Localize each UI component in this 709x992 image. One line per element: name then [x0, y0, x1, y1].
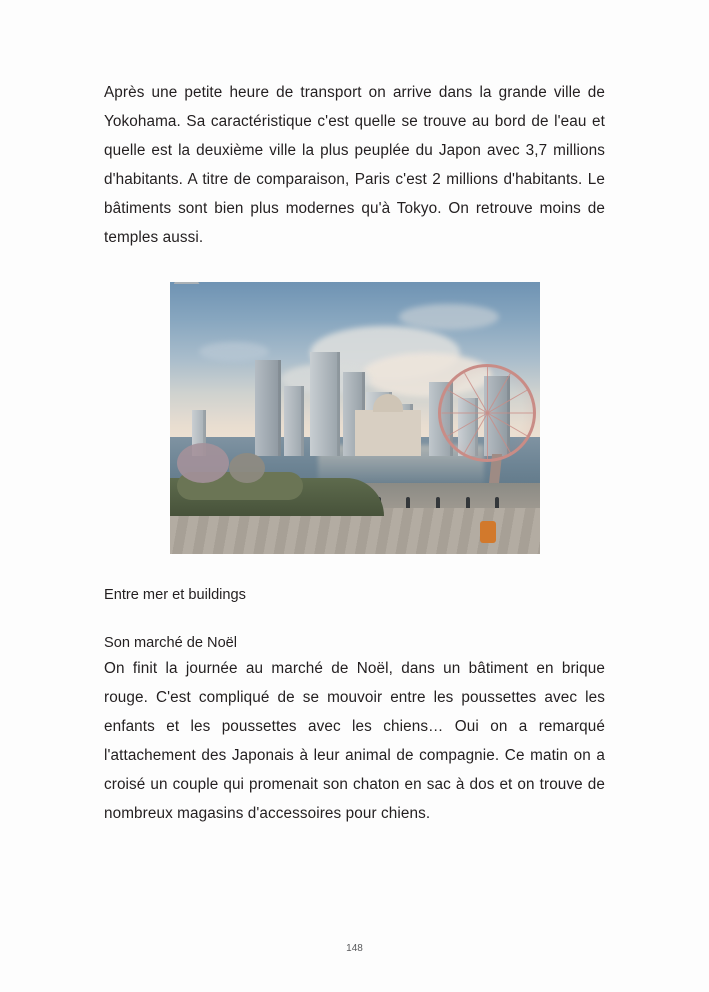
figure-caption-block — [104, 584, 605, 654]
photo-cloud — [399, 304, 499, 330]
paragraph-christmas-market: On finit la journée au marché de Noël, dans un bâtiment en brique rouge. C'est compliqué de se mouvoir entre les poussettes avec les enfants et les poussettes avec les chiens… Oui on a remarqué l'attachement des Japonais à leur animal de compagnie. Ce matin on a croisé un couple qui promenait son chaton en sac à dos et on trouve de nombreux magasins d'accessoires pour chiens. — [104, 660, 605, 822]
photo-ferris-wheel — [438, 364, 536, 462]
photo-tree — [177, 443, 229, 483]
photo-cloud — [199, 342, 269, 362]
photo-yokohama — [170, 282, 540, 554]
figure-caption: Entre mer et buildings — [104, 587, 246, 603]
photo-building — [310, 352, 340, 456]
photo-tree — [229, 453, 265, 483]
photo-life-buoy — [480, 521, 496, 543]
page-content — [104, 78, 605, 828]
section-subheading: Son marché de Noël — [104, 635, 238, 651]
paragraph-intro: Après une petite heure de transport on arrive dans la grande ville de Yokohama. Sa caractéristique c'est quelle se trouve au bord de l'eau et quelle est la deuxième ville la plus peuplée du Japon avec 3,7 millions d'habitants. A titre de comparaison, Paris c'est 2 millions d'habitants. Le bâtiments sont bien plus modernes qu'à Tokyo. On retrouve moins de temples aussi. — [104, 84, 605, 246]
photo-domed-building — [355, 410, 421, 456]
photo-building — [255, 360, 281, 456]
photo-building — [284, 386, 304, 456]
figure-yokohama-waterfront — [104, 282, 605, 554]
page-number: 148 — [346, 943, 363, 954]
